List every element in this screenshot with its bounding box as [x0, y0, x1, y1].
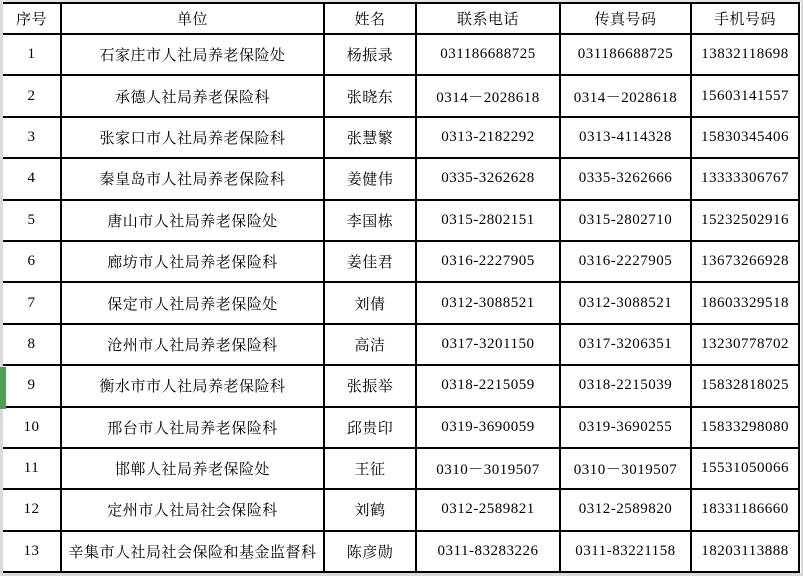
cell-phone: 0314－2028618: [416, 75, 560, 116]
cell-mobile: 15531050066: [691, 448, 799, 489]
cell-fax: 0310－3019507: [560, 448, 691, 489]
cell-mobile: 13333306767: [691, 158, 799, 199]
cell-name: 邱贵印: [324, 407, 416, 448]
cell-name: 陈彦勋: [324, 531, 416, 572]
cell-phone: 0318-2215059: [416, 365, 560, 406]
cell-name: 刘鹤: [324, 489, 416, 530]
cell-seq: 6: [3, 241, 61, 282]
cell-name: 刘倩: [324, 282, 416, 323]
table-row: [3, 407, 799, 448]
table-row: [3, 531, 799, 572]
table-row: [3, 448, 799, 489]
cell-unit: 唐山市人社局养老保险处: [61, 200, 324, 241]
cell-fax: 0312-2589820: [560, 489, 691, 530]
cell-name: 张慧繁: [324, 117, 416, 158]
cell-seq: 9: [3, 365, 61, 406]
header-unit: 单位: [61, 3, 324, 34]
cell-seq: 11: [3, 448, 61, 489]
header-fax: 传真号码: [560, 3, 691, 34]
cell-fax: 031186688725: [560, 34, 691, 75]
table-row: [3, 34, 799, 75]
cell-mobile: 15833298080: [691, 407, 799, 448]
cell-phone: 0319-3690059: [416, 407, 560, 448]
cell-name: 王征: [324, 448, 416, 489]
cell-unit: 秦皇岛市人社局养老保险科: [61, 158, 324, 199]
header-row: [3, 3, 799, 34]
cell-name: 姜佳君: [324, 241, 416, 282]
table-row: [3, 158, 799, 199]
cell-seq: 1: [3, 34, 61, 75]
cell-name: 李国栋: [324, 200, 416, 241]
cell-fax: 0313-4114328: [560, 117, 691, 158]
row-9-green-marker: [0, 367, 6, 409]
cell-fax: 0311-83221158: [560, 531, 691, 572]
cell-seq: 2: [3, 75, 61, 116]
cell-unit: 辛集市人社局社会保险和基金监督科: [61, 531, 324, 572]
cell-phone: 0335-3262628: [416, 158, 560, 199]
header-mobile: 手机号码: [691, 3, 799, 34]
cell-fax: 0315-2802710: [560, 200, 691, 241]
cell-name: 姜健伟: [324, 158, 416, 199]
table-row: [3, 117, 799, 158]
cell-mobile: 18331186660: [691, 489, 799, 530]
cell-mobile: 15832818025: [691, 365, 799, 406]
cell-fax: 0318-2215039: [560, 365, 691, 406]
header-seq: 序号: [3, 3, 61, 34]
table-row: [3, 282, 799, 323]
cell-unit: 石家庄市人社局养老保险处: [61, 34, 324, 75]
cell-unit: 张家口市人社局养老保险科: [61, 117, 324, 158]
cell-mobile: 13230778702: [691, 324, 799, 365]
header-phone: 联系电话: [416, 3, 560, 34]
cell-seq: 5: [3, 200, 61, 241]
cell-phone: 0315-2802151: [416, 200, 560, 241]
cell-phone: 0310－3019507: [416, 448, 560, 489]
cell-name: 张振举: [324, 365, 416, 406]
cell-mobile: 13673266928: [691, 241, 799, 282]
cell-unit: 承德人社局养老保险科: [61, 75, 324, 116]
cell-phone: 0311-83283226: [416, 531, 560, 572]
cell-fax: 0319-3690255: [560, 407, 691, 448]
cell-seq: 10: [3, 407, 61, 448]
cell-seq: 4: [3, 158, 61, 199]
table-row: [3, 241, 799, 282]
cell-name: 高洁: [324, 324, 416, 365]
cell-mobile: 13832118698: [691, 34, 799, 75]
cell-mobile: 18203113888: [691, 531, 799, 572]
cell-name: 张晓东: [324, 75, 416, 116]
table-row: [3, 75, 799, 116]
cell-unit: 沧州市人社局养老保险科: [61, 324, 324, 365]
cell-fax: 0335-3262666: [560, 158, 691, 199]
cell-unit: 邯郸人社局养老保险处: [61, 448, 324, 489]
cell-phone: 0317-3201150: [416, 324, 560, 365]
header-name: 姓名: [324, 3, 416, 34]
cell-seq: 3: [3, 117, 61, 158]
cell-phone: 0313-2182292: [416, 117, 560, 158]
cell-unit: 衡水市市人社局养老保险科: [61, 365, 324, 406]
cell-fax: 0314－2028618: [560, 75, 691, 116]
cell-phone: 0312-3088521: [416, 282, 560, 323]
cell-unit: 定州市人社局社会保险科: [61, 489, 324, 530]
cell-mobile: 15830345406: [691, 117, 799, 158]
table-body: [3, 34, 799, 572]
cell-mobile: 15603141557: [691, 75, 799, 116]
cell-fax: 0316-2227905: [560, 241, 691, 282]
table-row: [3, 324, 799, 365]
table-row: [3, 365, 799, 406]
contact-table: [3, 2, 800, 573]
cell-seq: 7: [3, 282, 61, 323]
cell-seq: 12: [3, 489, 61, 530]
cell-fax: 0312-3088521: [560, 282, 691, 323]
cell-seq: 8: [3, 324, 61, 365]
cell-fax: 0317-3206351: [560, 324, 691, 365]
cell-phone: 0312-2589821: [416, 489, 560, 530]
table-header: [3, 3, 799, 34]
cell-unit: 保定市人社局养老保险处: [61, 282, 324, 323]
table-row: [3, 200, 799, 241]
cell-unit: 廊坊市人社局养老保险科: [61, 241, 324, 282]
cell-phone: 031186688725: [416, 34, 560, 75]
cell-unit: 邢台市人社局养老保险科: [61, 407, 324, 448]
table-row: [3, 489, 799, 530]
cell-phone: 0316-2227905: [416, 241, 560, 282]
cell-name: 杨振录: [324, 34, 416, 75]
cell-seq: 13: [3, 531, 61, 572]
cell-mobile: 15232502916: [691, 200, 799, 241]
cell-mobile: 18603329518: [691, 282, 799, 323]
